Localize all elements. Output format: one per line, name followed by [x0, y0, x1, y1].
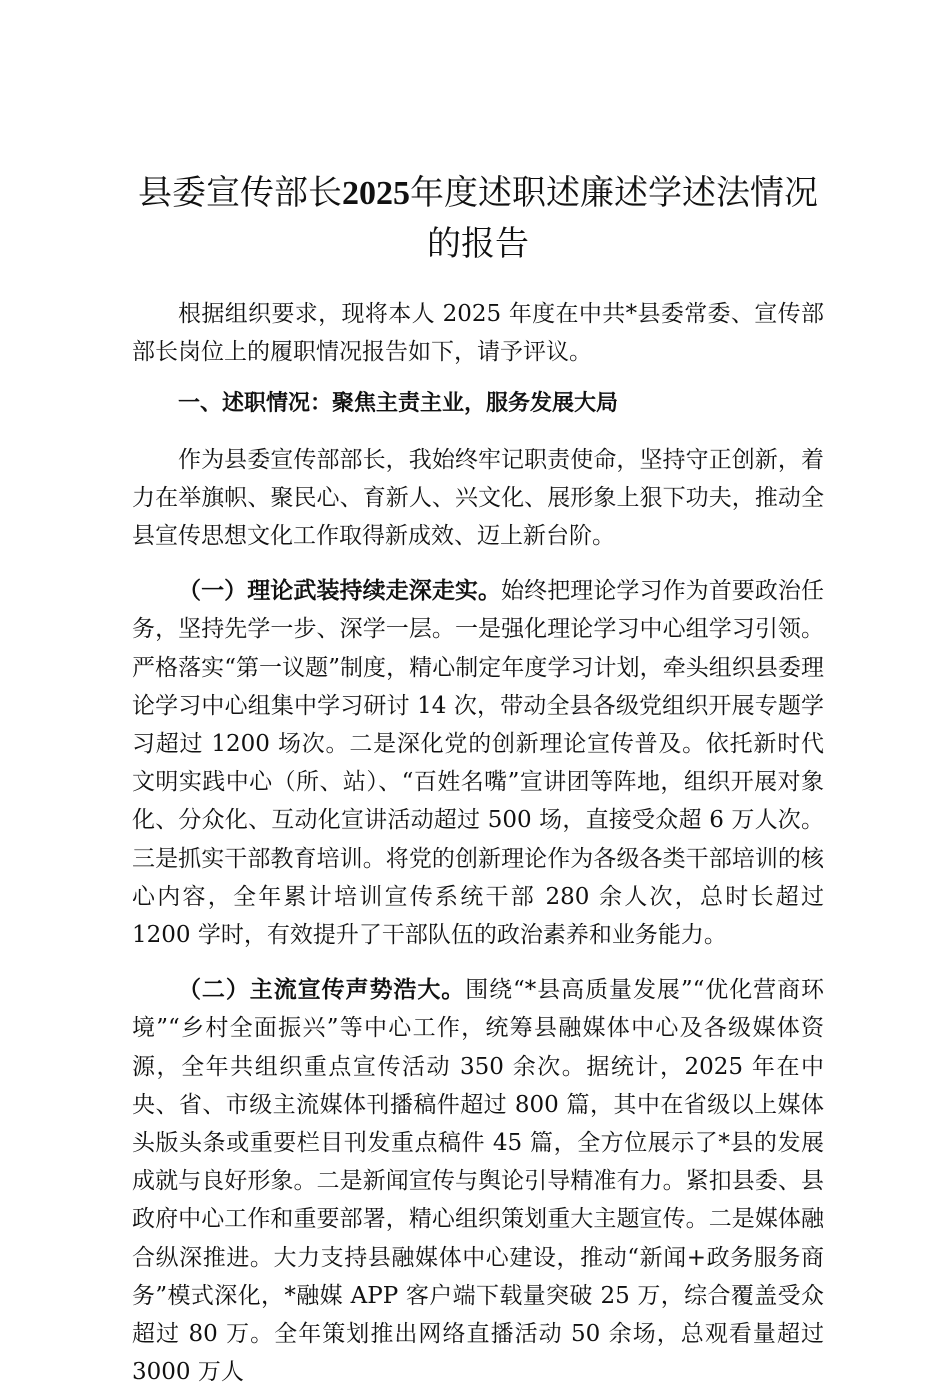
- subsection-2-paragraph: [132, 971, 824, 1391]
- overview-paragraph: 作为县委宣传部部长，我始终牢记职责使命，坚持守正创新，着力在举旗帜、聚民心、育新人、兴文化、展形象上狠下功夫，推动全县宣传思想文化工作取得新成效、迈上新台阶。: [132, 446, 824, 550]
- subsection-1-paragraph: [132, 572, 824, 954]
- title-year: 2025: [342, 175, 410, 212]
- subsection-2-body: 围绕“*县高质量发展”“优化营商环境”“乡村全面振兴”等中心工作，统筹县融媒体中心及各级媒体资源，全年共组织重点宣传活动 350 余次。据统计，2025 年在中央、省、市级主流媒体刊播稿件超过 800 篇，其中在省级以上媒体头版头条或重要栏目刊发重点稿件 45 篇，全方位展示了*县的发展成就与良好形象。二是新闻宣传与舆论引导精准有力。紧扣县委、县政府中心工作和重要部署，精心组织策划重大主题宣传。二是媒体融合纵深推进。大力支持县融媒体中心建设，推动“新闻+政务服务商务”模式深化，*融媒 APP 客户端下载量突破 25 万，综合覆盖受众超过 80 万。全年策划推出网络直播活动 50 余场，总观看量超过 3000 万人: [132, 977, 825, 1386]
- intro-paragraph: 根据组织要求，现将本人 2025 年度在中共*县委常委、宣传部部长岗位上的履职情况报告如下，请予评议。: [132, 301, 824, 366]
- subsection-2-heading: （二）主流宣传声势浩大。: [178, 977, 466, 1004]
- section-heading: 一、述职情况：聚焦主责主业，服务发展大局: [178, 391, 619, 417]
- title-part-2: 年度述职述廉述学述法情况的报告: [410, 173, 818, 264]
- subsection-1-body: 始终把理论学习作为首要政治任务，坚持先学一步、深学一层。一是强化理论学习中心组学习引领。严格落实“第一议题”制度，精心制定年度学习计划，牵头组织县委理论学习中心组集中学习研讨 14 次，带动全县各级党组织开展专题学习超过 1200 场次。二是深化党的创新理论宣传普及。依托新时代文明实践中心（所、站）、“百姓名嘴”宣讲团等阵地，组织开展对象化、分众化、互动化宣讲活动超过 500 场，直接受众超 6 万人次。三是抓实干部教育培训。将党的创新理论作为各级各类干部培训的核心内容，全年累计培训宣传系统干部 280 余人次，总时长超过 1200 学时，有效提升了干部队伍的政治素养和业务能力。: [132, 578, 825, 949]
- title-part-1: 县委宣传部长: [138, 173, 342, 213]
- report-title: [132, 168, 824, 269]
- document-body: [132, 168, 824, 1391]
- subsection-1-heading: （一）理论武装持续走深走实。: [178, 578, 502, 605]
